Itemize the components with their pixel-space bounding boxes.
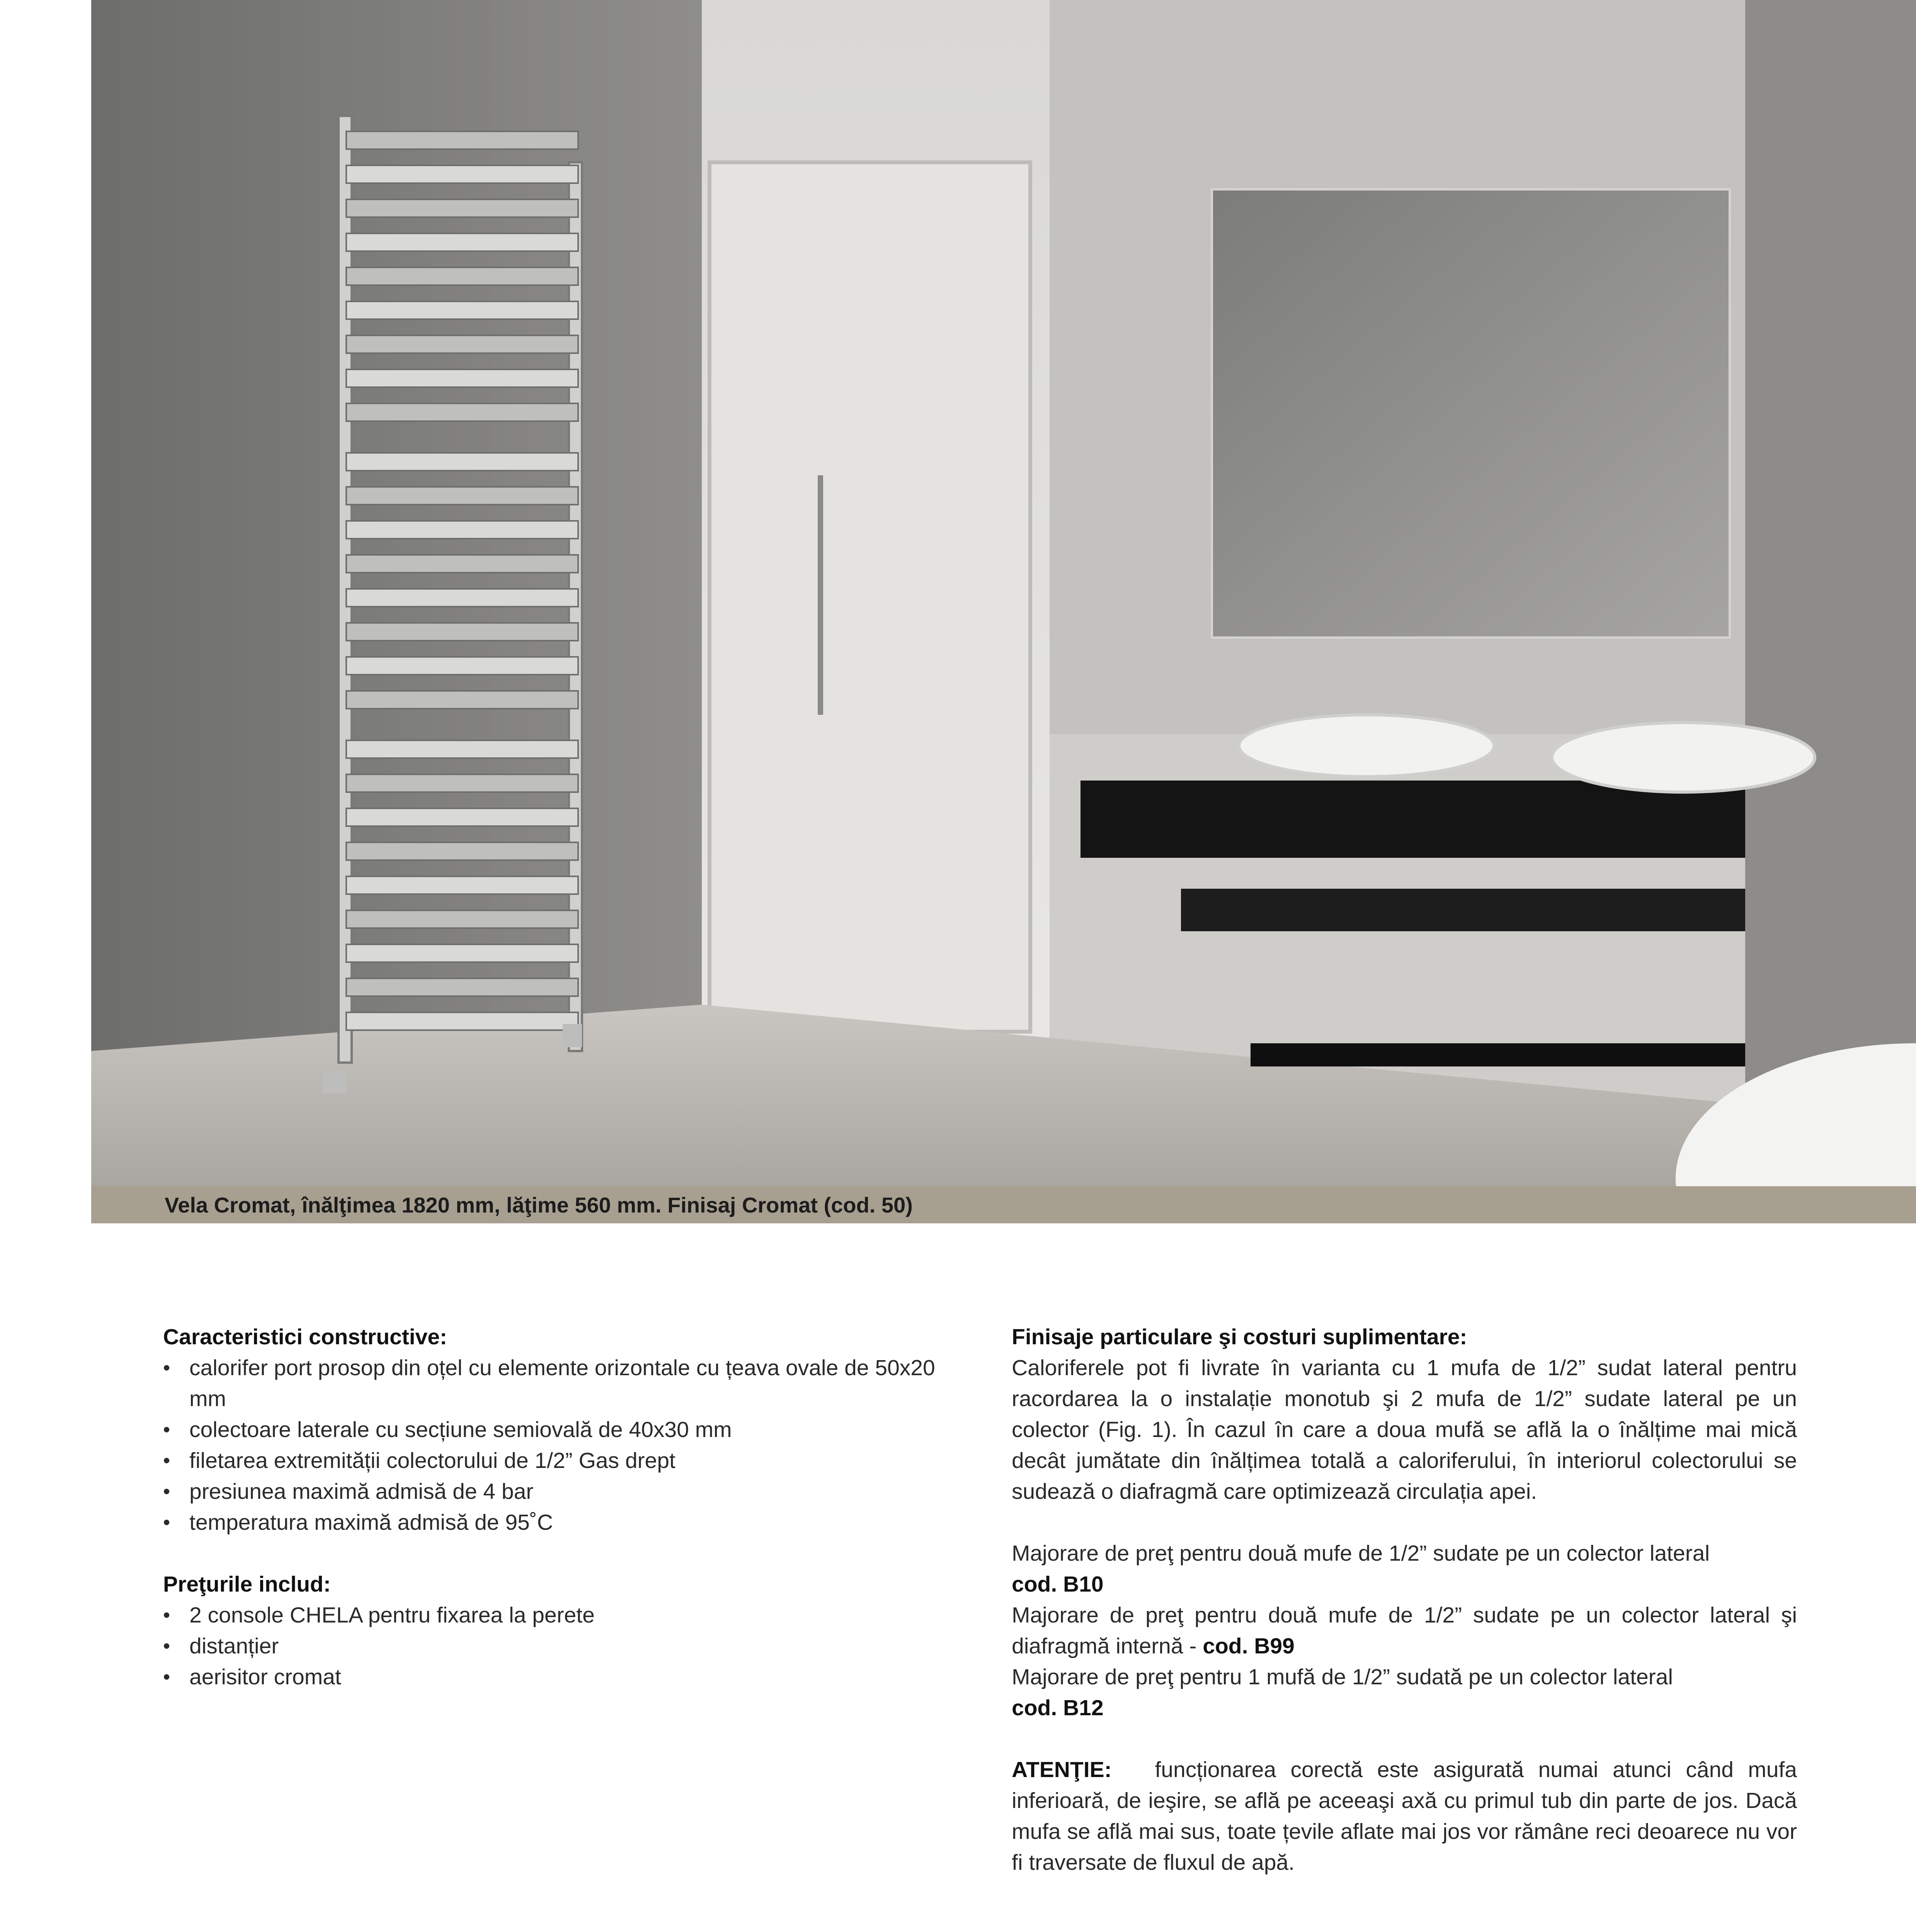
finishes-intro: Caloriferele pot fi livrate în varianta cu 1 mufa de 1/2” sudat lateral pentru racordarea la o instalație monotub şi 2 mufa de 1/2” sudate lateral pe un colector (Fig. 1). În cazul în care a doua mufă se află la o înălțime mai mică decât jumătate din înălțimea totală a caloriferului, în interiorul colectorului se sudează o diafragmă care optimizează circulația apei.: [1012, 1355, 1797, 1504]
radiator-bar: [346, 944, 578, 962]
radiator-bar: [346, 1012, 578, 1030]
radiator-bar: [346, 623, 578, 641]
radiator-bar: [346, 199, 578, 217]
radiator-bar: [346, 910, 578, 928]
option-text: Majorare de preţ pentru două mufe de 1/2” sudate pe un colector lateral şi diafragmă internă -: [1012, 1603, 1797, 1658]
radiator-bar: [346, 233, 578, 251]
option-b12: [1012, 1662, 1797, 1723]
radiator-bar: [346, 301, 578, 319]
option-code: cod. B10: [1012, 1572, 1104, 1597]
radiator-bar: [346, 978, 578, 996]
radiator-bar: [346, 165, 578, 183]
list-item: • colectoare laterale cu secțiune semiovală de 40x30 mm: [163, 1414, 951, 1445]
radiator-bar: [346, 267, 578, 285]
radiator-bar: [346, 589, 578, 607]
characteristics-heading: Caracteristici constructive:: [163, 1325, 447, 1349]
left-column: [163, 1321, 951, 1692]
prices-heading: Preţurile includ:: [163, 1572, 331, 1597]
radiator-bar: [346, 876, 578, 894]
radiator-bar: [346, 335, 578, 353]
attention-label: ATENŢIE:: [1012, 1757, 1112, 1782]
characteristics-list: [163, 1352, 951, 1538]
option-text: Majorare de preţ pentru două mufe de 1/2” sudate pe un colector lateral: [1012, 1541, 1710, 1566]
right-column: [1012, 1321, 1797, 1878]
radiator-bar: [346, 555, 578, 573]
radiator-bar: [346, 774, 578, 792]
bathroom-photo: [91, 0, 1916, 1186]
radiator-bar: [346, 453, 578, 471]
option-b10: [1012, 1538, 1797, 1600]
list-item: • calorifer port prosop din oțel cu elemente orizontale cu țeava ovale de 50x20 mm: [163, 1352, 951, 1414]
radiator-bar: [346, 808, 578, 826]
radiator-bar: [346, 403, 578, 421]
radiator-bar: [346, 521, 578, 539]
photo-caption-bar: [91, 1186, 1916, 1223]
radiator-bar: [346, 842, 578, 860]
attention-text: funcționarea corectă este asigurată numai atunci când mufa inferioară, de ieşire, se află pe aceeaşi axă cu primul tub din parte de jos. Dacă mufa se află mai sus, toate țevile aflate mai jos vor rămâne reci deoarece nu vor fi traversate de fluxul de apă.: [1012, 1757, 1797, 1875]
option-code: cod. B99: [1203, 1634, 1295, 1658]
finishes-heading: Finisaje particulare şi costuri suplimentare:: [1012, 1325, 1467, 1349]
list-item: • aerisitor cromat: [163, 1662, 951, 1692]
option-b99: [1012, 1600, 1797, 1662]
radiator-bar: [346, 487, 578, 505]
option-text: Majorare de preţ pentru 1 mufă de 1/2” sudată pe un colector lateral: [1012, 1665, 1673, 1689]
attention-note: [1012, 1754, 1797, 1878]
photo-caption: Vela Cromat, înălţimea 1820 mm, lăţime 560 mm. Finisaj Cromat (cod. 50): [165, 1192, 913, 1217]
list-item: • filetarea extremității colectorului de 1/2” Gas drept: [163, 1445, 951, 1476]
list-item: • presiunea maximă admisă de 4 bar: [163, 1476, 951, 1507]
list-item: • distanțier: [163, 1631, 951, 1662]
radiator-bar: [346, 691, 578, 709]
radiator-bar: [346, 131, 578, 149]
radiator-bar: [346, 740, 578, 758]
radiator-bar: [346, 657, 578, 675]
radiator-bar: [346, 369, 578, 387]
prices-list: [163, 1600, 951, 1692]
option-code: cod. B12: [1012, 1696, 1104, 1720]
list-item: • temperatura maximă admisă de 95˚C: [163, 1507, 951, 1538]
list-item: • 2 console CHELA pentru fixarea la perete: [163, 1600, 951, 1631]
